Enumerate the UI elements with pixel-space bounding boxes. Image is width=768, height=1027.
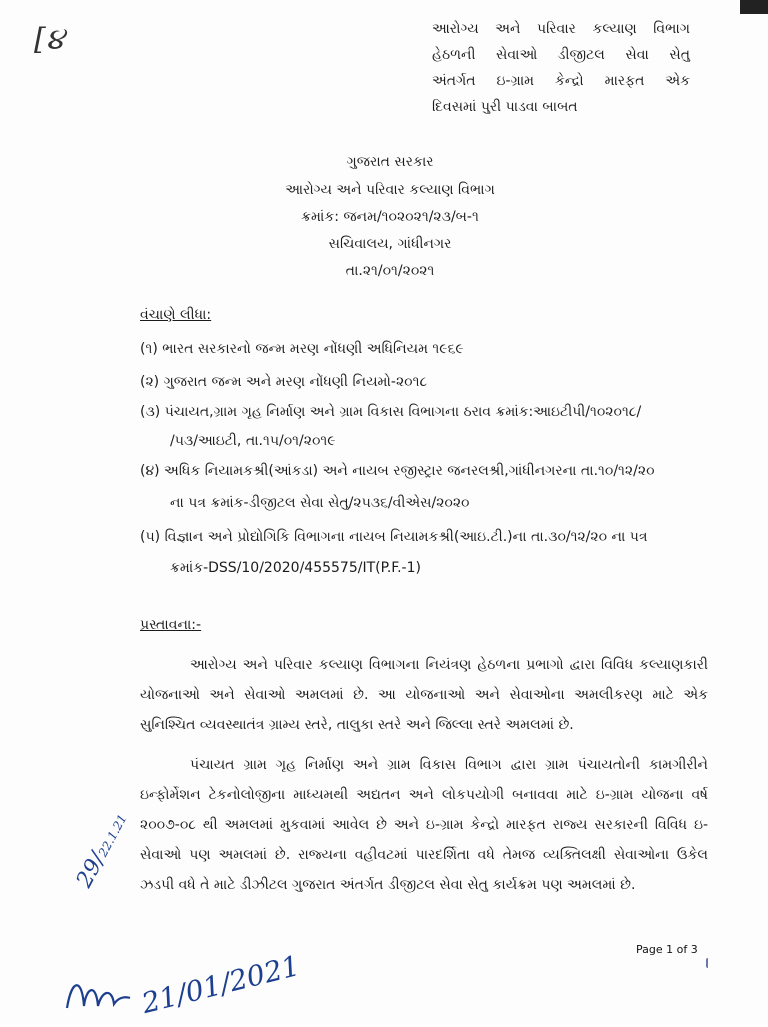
department-name: આરોગ્ય અને પરિવાર કલ્યાણ વિભાગ [285,182,495,198]
reference-item-continued: ના પત્ર ક્રમાંક-ડીજીટલ સેવા સેતુ/૨૫૩૬/વીએસ/૨૦૨૦ [170,495,470,511]
margin-note: [૪ [34,22,65,57]
subject-block [432,16,690,120]
reference-item-continued: ક્રમાંક-DSS/10/2020/455575/IT(P.F.-1) [170,560,421,576]
order-number: ક્રમાંક: જનમ/૧૦૨૦૨૧/૨૩/બ-૧ [301,209,479,225]
ink-speck [706,958,711,968]
government-name: ગુજરાત સરકાર [346,154,434,170]
office-name: સચિવાલય, ગાંધીનગર [328,236,452,252]
handwritten-signature [62,968,132,1027]
handwritten-date: 21/01/2021 [138,948,303,1021]
reference-item: (૪) અધિક નિયામકશ્રી(આંકડા) અને નાયબ રજીસ્ટ્રાર જનરલશ્રી,ગાંધીનગરના તા.૧૦/૧૨/૨૦ [140,463,655,479]
preamble-title: પ્રસ્તાવના:- [140,617,202,633]
reference-item: (૫) વિજ્ઞાન અને પ્રોદ્યોગિકિ વિભાગના નાયબ નિયામકશ્રી(આઇ.ટી.)ના તા.૩૦/૧૨/૨૦ ના પત્ર [140,529,648,545]
subject-line: અંતર્ગત ઇ-ગ્રામ કેન્દ્રો મારફત એક [432,73,690,89]
reference-item: (૧) ભારત સરકારનો જન્મ મરણ નોંધણી અધિનિયમ ૧૯૬૯ [140,341,464,357]
order-date: તા.૨૧/૦૧/૨૦૨૧ [345,263,435,279]
reference-item-continued: /૫૩/આઇટી, તા.૧૫/૦૧/૨૦૧૯ [170,433,336,449]
paragraph-text: આરોગ્ય અને પરિવાર કલ્યાણ વિભાગના નિયંત્રણ હેઠળના પ્રભાગો દ્વારા વિવિધ કલ્યાણકારી યોજનાઓ અને સેવાઓ અમલમાં છે. આ યોજનાઓ અને સેવાઓના અમલીકરણ માટે એક સુનિશ્ચિત વ્યવસ્થાતંત્ર ગ્રામ્ય સ્તરે, તાલુકા સ્તરે અને જિલ્લા સ્તરે અમલમાં છે. [140,657,708,733]
subject-line: હેઠળની સેવાઓ ડીજીટલ સેવા સેતુ [432,47,690,63]
preamble-paragraph [140,650,708,740]
subject-line: દિવસમાં પુરી પાડવા બાબત [432,99,578,115]
references-title: વંચાણે લીધા: [140,307,212,323]
subject-line: આરોગ્ય અને પરિવાર કલ્યાણ વિભાગ [432,21,690,37]
handwritten-inward-number: 29/22.1.21 [72,812,130,892]
page-number: Page 1 of 3 [636,943,698,956]
reference-item: (૩) પંચાયત,ગ્રામ ગૃહ નિર્માણ અને ગ્રામ વિકાસ વિભાગના ઠરાવ ક્રમાંક:આઇટીપી/૧૦૨૦૧૮/ [140,404,642,420]
reference-item: (૨) ગુજરાત જન્મ અને મરણ નોંધણી નિયમો-૨૦૧૮ [140,374,428,390]
preamble-paragraph [140,750,708,900]
paragraph-text: પંચાયત ગ્રામ ગૃહ નિર્માણ અને ગ્રામ વિકાસ વિભાગ દ્વારા ગ્રામ પંચાયતોની કામગીરીને ઇન્ફોર્મેશન ટેકનોલોજીના માધ્યમથી અદ્યતન અને લોકપયોગી બનાવવા માટે ઇ-ગ્રામ યોજના વર્ષ ૨૦૦૭-૦૮ થી અમલમાં મુકવામાં આવેલ છે અને ઇ-ગ્રામ કેન્દ્રો મારફત રાજ્ય સરકારની વિવિધ ઇ-સેવાઓ પણ અમલમાં છે. રાજ્યના વહીવટમાં પારદર્શિતા વધે તેમજ વ્યક્તિલક્ષી સેવાઓના ઉકેલ ઝડપી વધે તે માટે ડીઝીટલ ગુજરાત અંતર્ગત ડીજીટલ સેવા સેતુ કાર્યક્રમ પણ અમલમાં છે. [140,757,708,893]
scan-edge-mark [740,0,768,14]
